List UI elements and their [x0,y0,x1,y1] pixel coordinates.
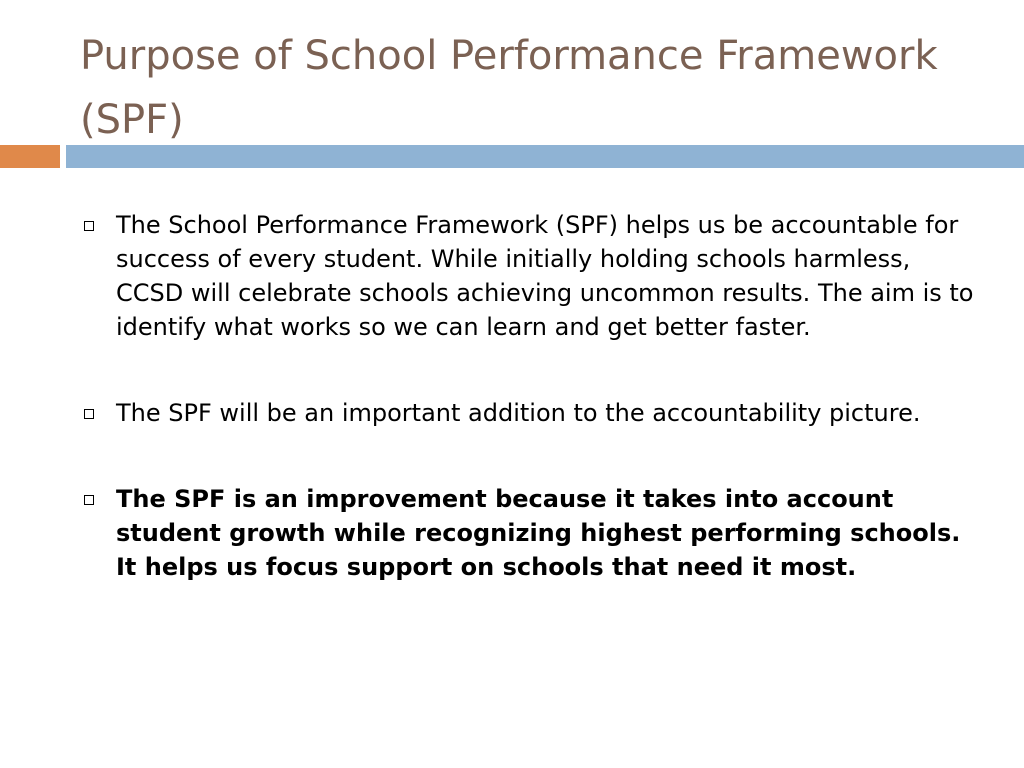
hollow-square-icon [84,495,94,505]
bullet-item [80,208,980,344]
bullet-text-emphasis: The SPF is an improvement because it takes into account student growth while recognizing highest performing schools. It helps us focus support on schools that need it most. [116,485,961,581]
bullet-list [80,208,980,584]
bullet-item [80,396,980,430]
bullet-item [80,482,980,584]
hollow-square-icon [84,409,94,419]
slide-title: Purpose of School Performance Framework (SPF) [80,33,938,143]
hollow-square-icon [84,221,94,231]
bullet-text: The School Performance Framework (SPF) helps us be accountable for success of every student. While initially holding schools harmless, CCSD will celebrate schools achieving uncommon results. The aim is to identify what works so we can learn and get better faster. [116,211,974,341]
bullet-text: The SPF will be an important addition to the accountability picture. [116,399,921,427]
accent-bar-blue [66,145,1024,168]
accent-bar-orange [0,145,60,168]
